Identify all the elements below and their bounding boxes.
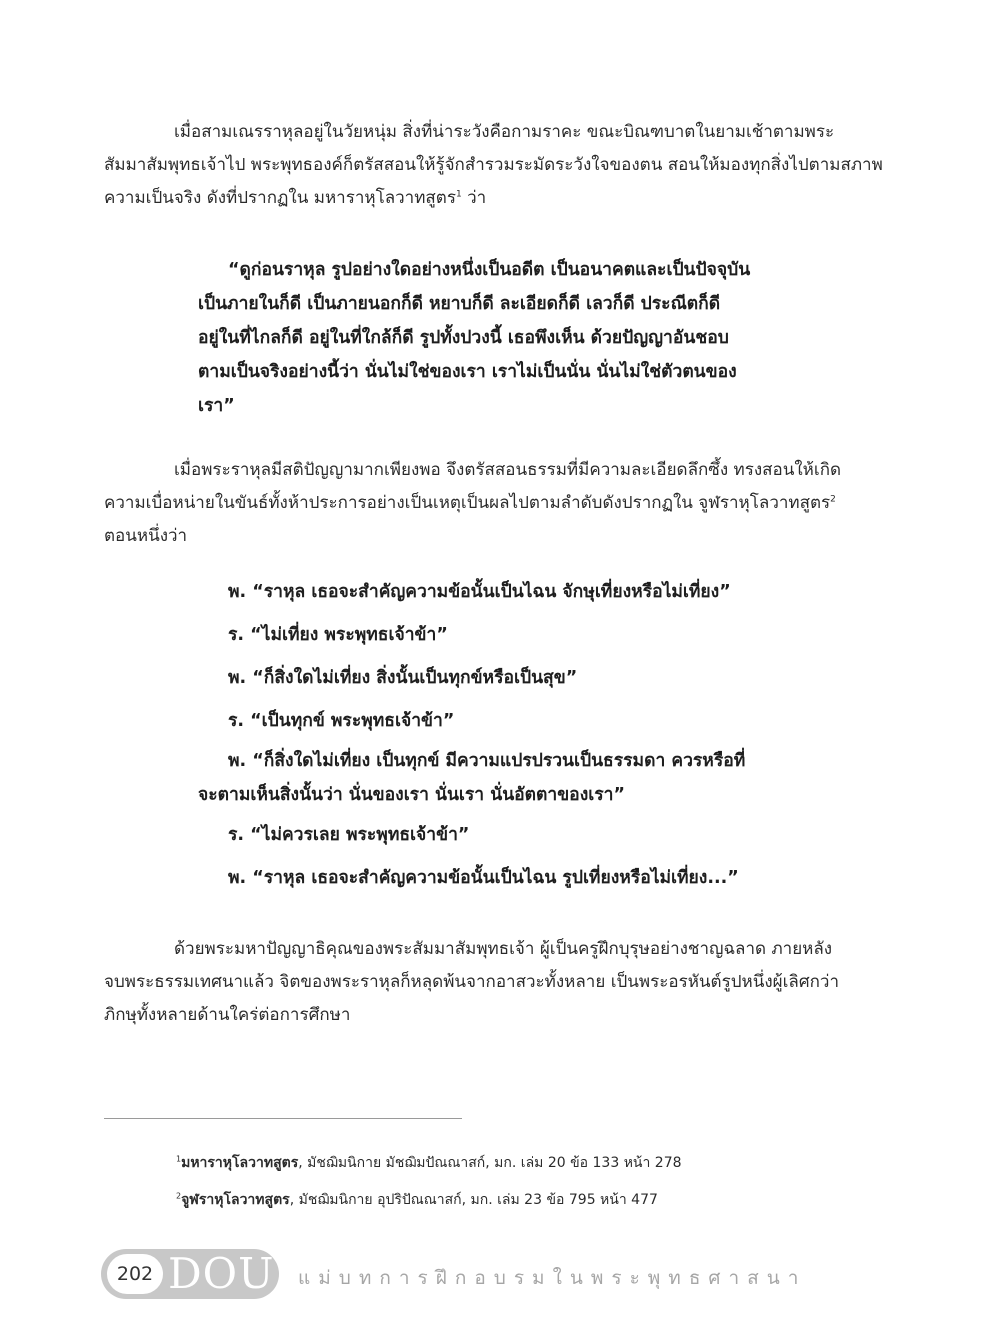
paragraph-line: จบพระธรรมเทศนาแล้ว จิตของพระราหุลก็หลุดพ้นจากอาสวะทั้งหลาย เป็นพระอรหันต์รูปหนึ่งผู้เลิศกว่า bbox=[104, 972, 840, 992]
quote-line: ตามเป็นจริงอย่างนี้ว่า นั่นไม่ใช่ของเรา เราไม่เป็นนั่น นั่นไม่ใช่ตัวตนของ bbox=[198, 362, 737, 382]
paragraph-line: เมื่อสามเณรราหุลอยู่ในวัยหนุ่ม สิ่งที่น่าระวังคือกามราคะ ขณะบิณฑบาตในยามเช้าตามพระ bbox=[174, 122, 835, 142]
paragraph-line bbox=[104, 182, 880, 215]
footnote-text: , มัชฌิมนิกาย อุปริปัณณาสก์, มก. เล่ม 23 ข้อ 795 หน้า 477 bbox=[289, 1192, 658, 1208]
dialogue-line: ร. “ไม่เที่ยง พระพุทธเจ้าข้า” bbox=[228, 625, 448, 645]
dialogue-line: ร. “ไม่ควรเลย พระพุทธเจ้าข้า” bbox=[228, 825, 470, 845]
quote-line: เป็นภายในก็ดี เป็นภายนอกก็ดี หยาบก็ดี ละเอียดก็ดี เลวก็ดี ประณีตก็ดี bbox=[198, 294, 721, 314]
dou-logo: DOU bbox=[168, 1249, 275, 1298]
footnote-divider bbox=[104, 1118, 462, 1119]
paragraph-line: เมื่อพระราหุลมีสติปัญญามากเพียงพอ จึงตรัสสอนธรรมที่มีความละเอียดลึกซึ้ง ทรงสอนให้เกิด bbox=[174, 460, 842, 480]
dialogue-line: พ. “ก็สิ่งใดไม่เที่ยง สิ่งนั้นเป็นทุกข์หรือเป็นสุข” bbox=[228, 668, 578, 688]
dialogue-line: ร. “เป็นทุกข์ พระพุทธเจ้าข้า” bbox=[228, 711, 455, 731]
paragraph-line: ด้วยพระมหาปัญญาธิคุณของพระสัมมาสัมพุทธเจ้า ผู้เป็นครูฝึกบุรุษอย่างชาญฉลาด ภายหลัง bbox=[174, 939, 833, 959]
paragraph-line: ตอนหนึ่งว่า bbox=[104, 526, 188, 546]
footnote-text: , มัชฌิมนิกาย มัชฌิมปัณณาสก์, มก. เล่ม 20 ข้อ 133 หน้า 278 bbox=[298, 1155, 682, 1171]
paragraph-conclusion bbox=[104, 933, 880, 1032]
footnote-number: 1 bbox=[176, 1154, 182, 1164]
quote-line: “ดูก่อนราหุล รูปอย่างใดอย่างหนึ่งเป็นอดีต เป็นอนาคตและเป็นปัจจุบัน bbox=[228, 260, 751, 280]
paragraph-line: ภิกษุทั้งหลายด้านใคร่ต่อการศึกษา bbox=[104, 1005, 351, 1025]
footnote-2 bbox=[176, 1189, 658, 1211]
footnote-ref: 1 bbox=[455, 189, 462, 200]
paragraph-text: ความเป็นจริง ดังที่ปรากฏใน มหาราหุโลวาทสูตร bbox=[104, 188, 456, 208]
paragraph-second bbox=[104, 454, 880, 553]
footnote-title: มหาราหุโลวาทสูตร bbox=[181, 1155, 299, 1171]
footnote-title: จูฬราหุโลวาทสูตร bbox=[181, 1192, 290, 1208]
footnote-number: 2 bbox=[176, 1191, 182, 1201]
dialogue-line: พ. “ก็สิ่งใดไม่เที่ยง เป็นทุกข์ มีความแปรปรวนเป็นธรรมดา ควรหรือที่ bbox=[228, 751, 746, 771]
paragraph-line: สัมมาสัมพุทธเจ้าไป พระพุทธองค์ก็ตรัสสอนให้รู้จักสำรวมระมัดระวังใจของตน สอนให้มองทุกสิ่งไปตามสภาพ bbox=[104, 155, 883, 175]
quote-line: เรา” bbox=[198, 396, 235, 416]
footnote-1 bbox=[176, 1152, 682, 1174]
dialogue-line: จะตามเห็นสิ่งนั้นว่า นั่นของเรา นั่นเรา นั่นอัตตาของเรา” bbox=[198, 785, 625, 805]
quote-line: อยู่ในที่ไกลก็ดี อยู่ในที่ใกล้ก็ดี รูปทั้งปวงนี้ เธอพึงเห็น ด้วยปัญญาอันชอบ bbox=[198, 328, 729, 348]
dialogue-line: พ. “ราหุล เธอจะสำคัญความข้อนั้นเป็นไฉน รูปเที่ยงหรือไม่เที่ยง...” bbox=[228, 868, 739, 888]
paragraph-text: ว่า bbox=[461, 188, 487, 208]
paragraph-intro bbox=[104, 116, 883, 215]
dialogue-line: พ. “ราหุล เธอจะสำคัญความข้อนั้นเป็นไฉน จักษุเที่ยงหรือไม่เที่ยง” bbox=[228, 582, 731, 602]
sutta-quote bbox=[198, 253, 778, 423]
paragraph-text: ความเบื่อหน่ายในขันธ์ทั้งห้าประการอย่างเป็นเหตุเป็นผลไปตามลำดับดังปรากฏใน จูฬราหุโลวาทสูตร bbox=[104, 493, 831, 513]
paragraph-line bbox=[104, 487, 880, 520]
running-title: แม่บทการฝึกอบรมในพระพุทธศาสนา bbox=[298, 1267, 807, 1289]
footnote-ref: 2 bbox=[830, 494, 836, 505]
page-number: 202 bbox=[107, 1254, 163, 1294]
